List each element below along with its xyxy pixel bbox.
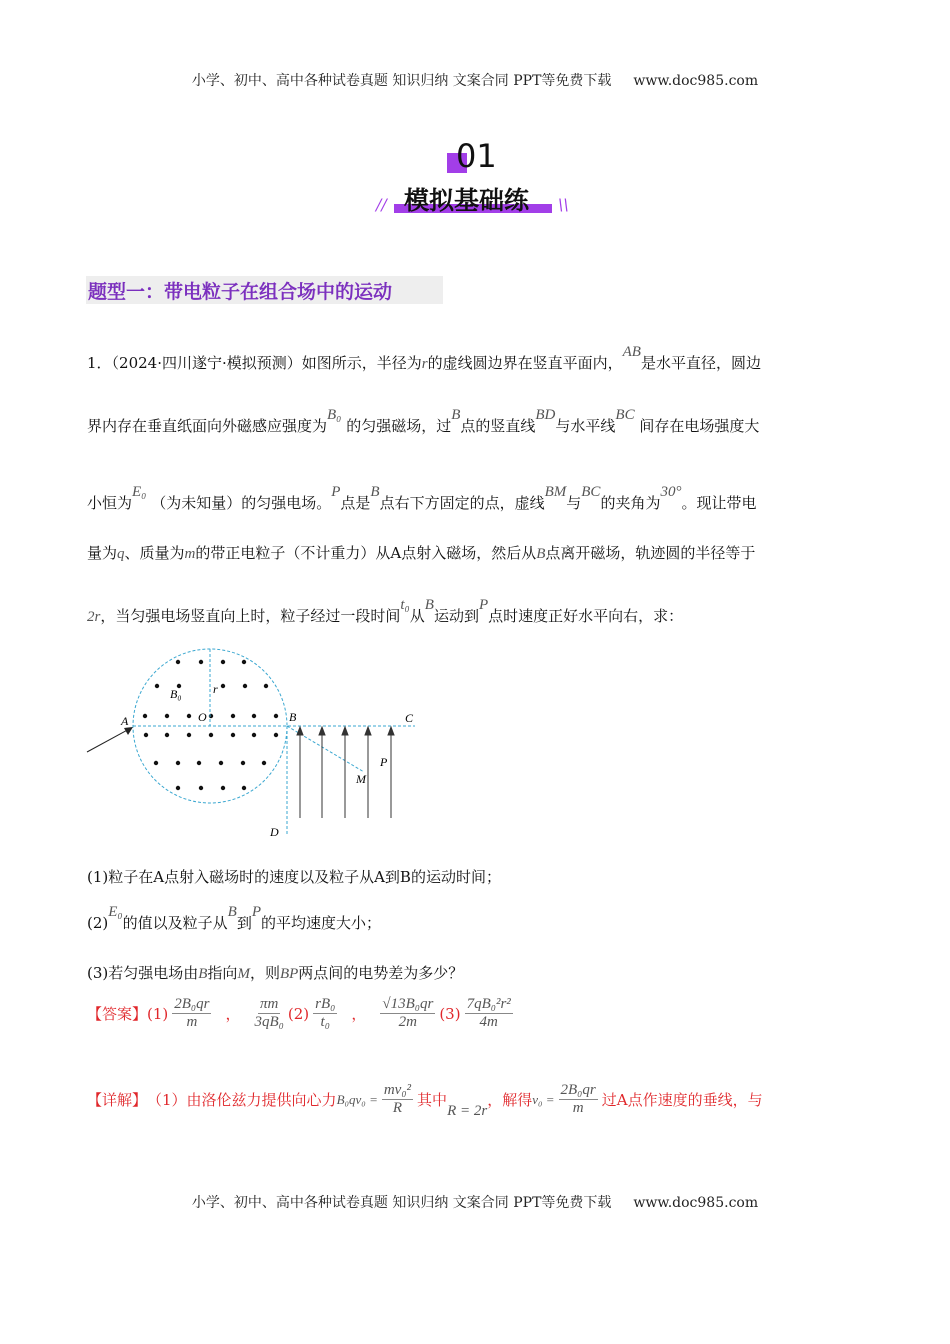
field-dot [143, 714, 147, 718]
electric-field-arrows [297, 727, 394, 818]
svg-text:O: O [198, 710, 207, 724]
arrowhead-icon [342, 727, 348, 735]
svg-text:A: A [121, 714, 129, 728]
question-line-4: 量为q、质量为m的带正电粒子（不计重力）从A点射入磁场，然后从B点离开磁场，轨迹圆的半径等于 [87, 544, 756, 562]
field-dot [154, 761, 158, 765]
subquestion-3: (3)若匀强电场由B指向M，则BP两点间的电势差为多少？ [87, 964, 464, 982]
field-dot [176, 660, 180, 664]
question-line-5: 2r，当匀强电场竖直向上时，粒子经过一段时间t₀从B运动到P点时速度正好水平向右，求： [87, 597, 684, 625]
field-dot [252, 733, 256, 737]
field-dot [242, 786, 246, 790]
field-dot [155, 684, 159, 688]
svg-text:D: D [270, 825, 279, 839]
field-dot [197, 761, 201, 765]
svg-text:B₀: B₀ [170, 687, 182, 701]
field-dot [274, 733, 278, 737]
field-dot [187, 733, 191, 737]
detail-line: 【详解】 （1）由洛伦兹力提供向心力 B₀qv₀ = $\frac{\text{mv₀²}}{R}$ 其中 R = 2r ，解得 v₀ = $\frac{\text{2B₀qr}}{m}$ 过A点作速度的垂线，与 [87, 1082, 763, 1119]
field-dot [264, 684, 268, 688]
arrowhead-icon [365, 727, 371, 735]
question-line-3: 小恒为E₀ （为未知量）的匀强电场。P点是B点右下方固定的点，虚线BM与BC的夹角为30°。现让带电 [87, 484, 757, 512]
slash-left-icon: // [376, 195, 387, 214]
header-site[interactable]: www.doc985.com [633, 73, 759, 89]
svg-text:B: B [289, 710, 297, 724]
field-dot [144, 733, 148, 737]
svg-text:M: M [356, 772, 366, 786]
field-dot [165, 714, 169, 718]
field-dot [231, 714, 235, 718]
field-dot [209, 733, 213, 737]
field-dot [262, 761, 266, 765]
section-title: 题型一：带电粒子在组合场中的运动 [88, 281, 393, 303]
header-text: 小学、初中、高中各种试卷真题 知识归纳 文案合同 PPT等免费下载 [191, 73, 612, 89]
field-dot [242, 660, 246, 664]
svg-text:P: P [380, 755, 388, 769]
field-dot [274, 714, 278, 718]
banner-title: 模拟基础练 [404, 186, 530, 215]
field-dot [165, 733, 169, 737]
footer-text: 小学、初中、高中各种试卷真题 知识归纳 文案合同 PPT等免费下载 [191, 1195, 612, 1211]
field-dot [176, 761, 180, 765]
field-dot [209, 714, 213, 718]
arrowhead-icon [388, 727, 394, 735]
field-dot [231, 733, 235, 737]
field-dot [199, 786, 203, 790]
field-dot [187, 714, 191, 718]
field-dot [252, 714, 256, 718]
question-line-2: 界内存在垂直纸面向外磁感应强度为B₀ 的匀强磁场，过B点的竖直线BD与水平线BC 间存在电场强度大 [87, 407, 760, 435]
arrowhead-icon [297, 727, 303, 735]
field-dot [221, 660, 225, 664]
field-dot [219, 761, 223, 765]
svg-text:C: C [405, 711, 414, 725]
footer-site[interactable]: www.doc985.com [633, 1195, 759, 1211]
subquestion-2: (2)E₀的值以及粒子从B到P的平均速度大小； [87, 904, 382, 932]
field-dot [241, 761, 245, 765]
field-dot [176, 786, 180, 790]
incident-velocity-arrow [87, 728, 131, 752]
field-dot [199, 660, 203, 664]
page-footer [0, 1192, 950, 1212]
banner-number: 01 [456, 137, 497, 175]
question-line-1: 1．（2024·四川遂宁·模拟预测）如图所示，半径为r的虚线圆边界在竖直平面内，AB是水平直径，圆边 [87, 344, 761, 372]
slash-right-icon: \\ [558, 195, 569, 214]
answer-line: 【答案】 (1) $\frac{\text{2B₀qr}}{m}$ ， $\frac{\pi m}{\text{3qB₀}}$ (2) $\frac{\text{rB₀}}{\text{t₀}}$ ， $\frac{\text{√13B₀qr}}{2m}$ (3) $\frac{\text{7qB₀²r²}}{4m}$ [87, 996, 511, 1030]
arrowhead-icon [319, 727, 325, 735]
subquestion-1: (1)粒子在A点射入磁场时的速度以及粒子从A到B的运动时间； [87, 868, 501, 886]
svg-text:r: r [213, 682, 218, 696]
field-dot [243, 684, 247, 688]
field-dot [221, 786, 225, 790]
field-dot [221, 684, 225, 688]
